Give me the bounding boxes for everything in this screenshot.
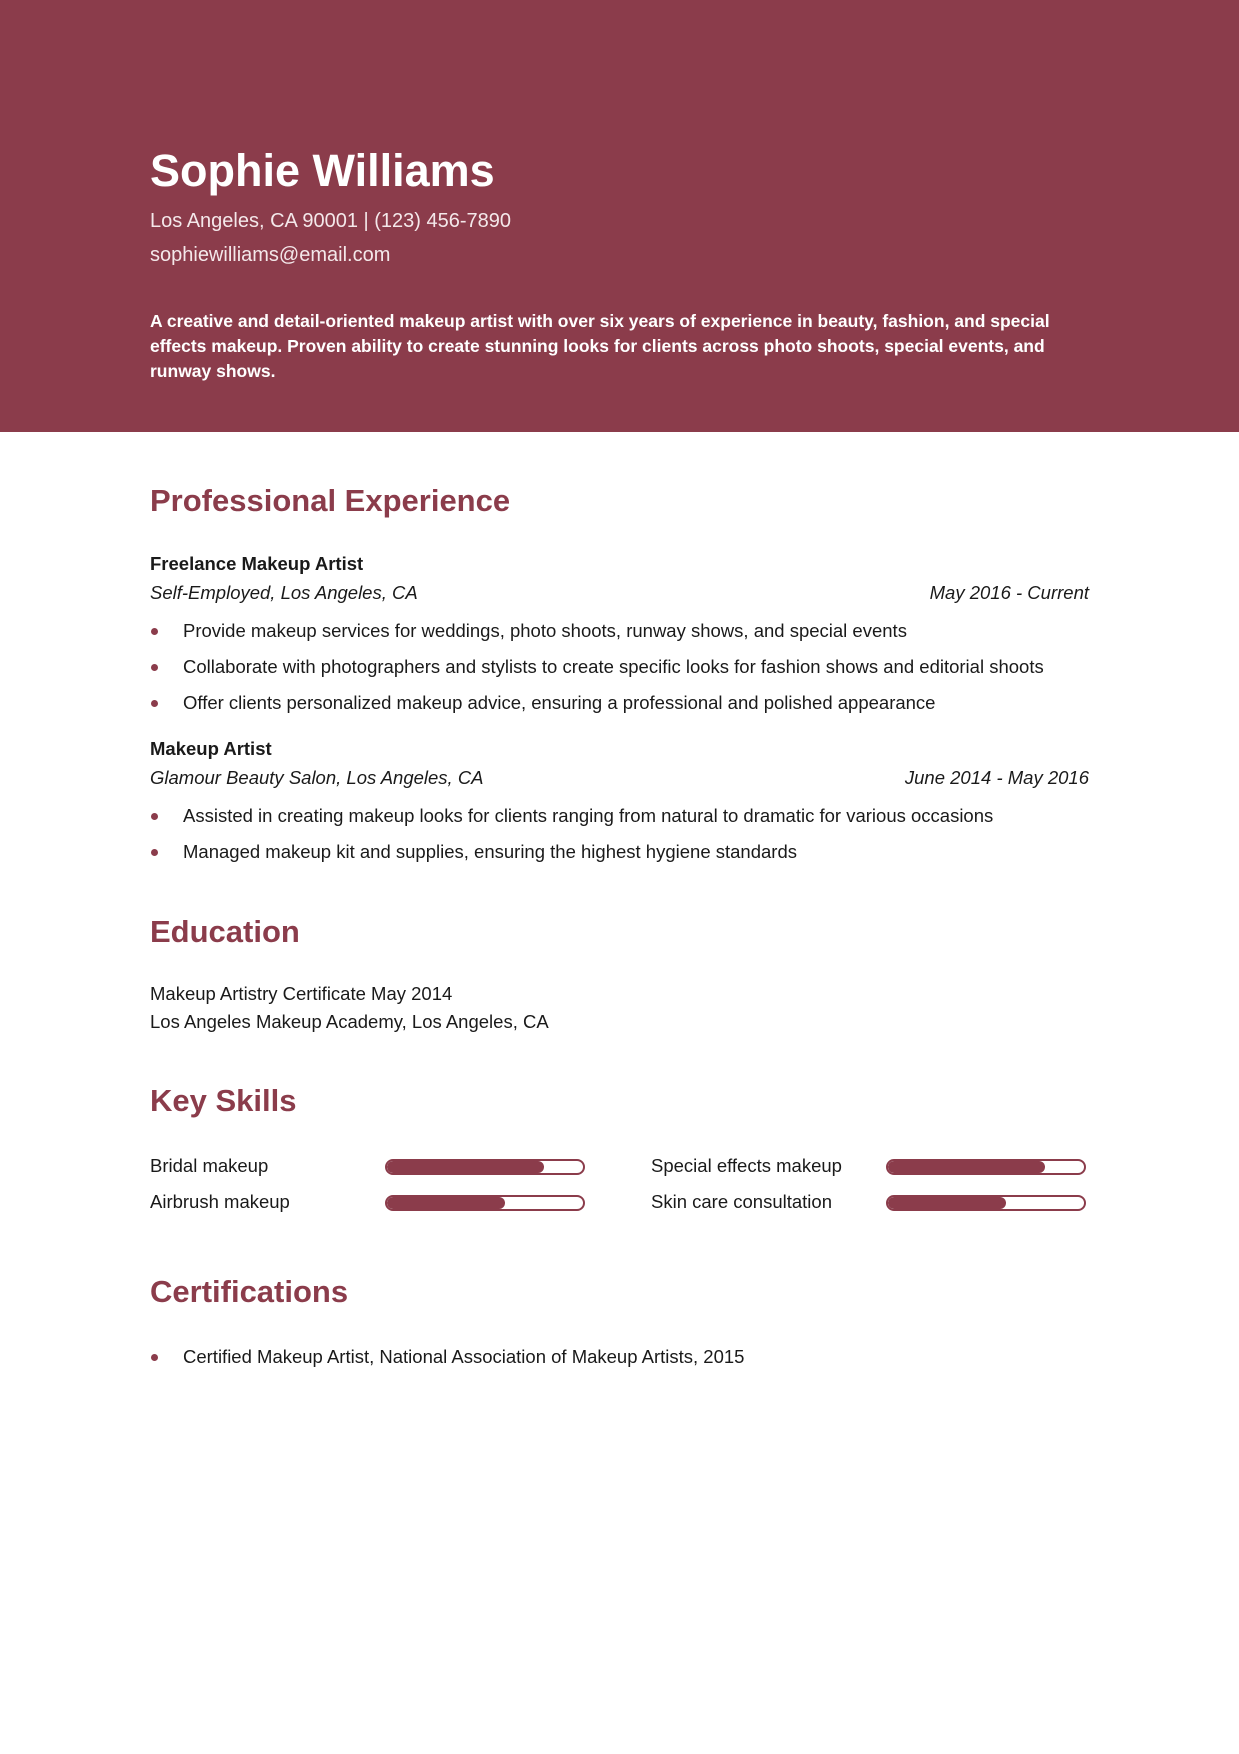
skill-label: Airbrush makeup [150,1191,290,1212]
skill-level-bar [385,1159,585,1175]
certification-text: Certified Makeup Artist, National Association of Makeup Artists, 2015 [183,1346,745,1367]
bullet-text: Offer clients personalized makeup advice, ensuring a professional and polished appearance [183,692,936,713]
job-title: Makeup Artist [150,738,272,759]
bullet-icon [151,700,158,707]
section-title-experience: Professional Experience [150,483,511,518]
bullet-text: Assisted in creating makeup looks for clients ranging from natural to dramatic for various occasions [183,805,994,826]
candidate-name: Sophie Williams [150,145,495,196]
contact-email: sophiewilliams@email.com [150,244,391,266]
contact-location-phone: Los Angeles, CA 90001 | (123) 456-7890 [150,210,512,232]
education-credential: Makeup Artistry Certificate May 2014 [150,983,453,1004]
section-title-education: Education [150,914,300,949]
skill-level-bar [385,1195,585,1211]
bullet-icon [151,664,158,671]
skill-label: Skin care consultation [651,1191,832,1212]
job-dates: June 2014 - May 2016 [904,767,1089,788]
skill-label: Bridal makeup [150,1155,269,1176]
bullet-text: Provide makeup services for weddings, photo shoots, runway shows, and special events [183,620,907,641]
job-company: Glamour Beauty Salon, Los Angeles, CA [150,767,484,788]
bullet-icon [151,813,158,820]
bullet-icon [151,849,158,856]
skill-level-bar [886,1159,1086,1175]
job-company: Self-Employed, Los Angeles, CA [150,582,418,603]
bullet-icon [151,1354,158,1361]
job-title: Freelance Makeup Artist [150,553,364,574]
skill-level-fill [888,1161,1045,1173]
bullet-text: Collaborate with photographers and stylists to create specific looks for fashion shows and editorial shoots [183,656,1044,677]
skill-level-fill [387,1197,505,1209]
professional-summary: A creative and detail-oriented makeup artist with over six years of experience in beauty, fashion, and special effects makeup. Proven ability to create stunning looks for clients across photo shoots, special events, and runway shows. [150,311,1050,381]
section-title-skills: Key Skills [150,1083,297,1118]
job-dates: May 2016 - Current [929,582,1089,603]
skill-level-fill [888,1197,1006,1209]
bullet-text: Managed makeup kit and supplies, ensuring the highest hygiene standards [183,841,797,862]
skill-label: Special effects makeup [651,1155,842,1176]
section-title-certifications: Certifications [150,1274,349,1309]
education-institution: Los Angeles Makeup Academy, Los Angeles, CA [150,1011,549,1032]
skill-level-bar [886,1195,1086,1211]
skill-level-fill [387,1161,544,1173]
bullet-icon [151,628,158,635]
header-banner [0,0,1239,432]
